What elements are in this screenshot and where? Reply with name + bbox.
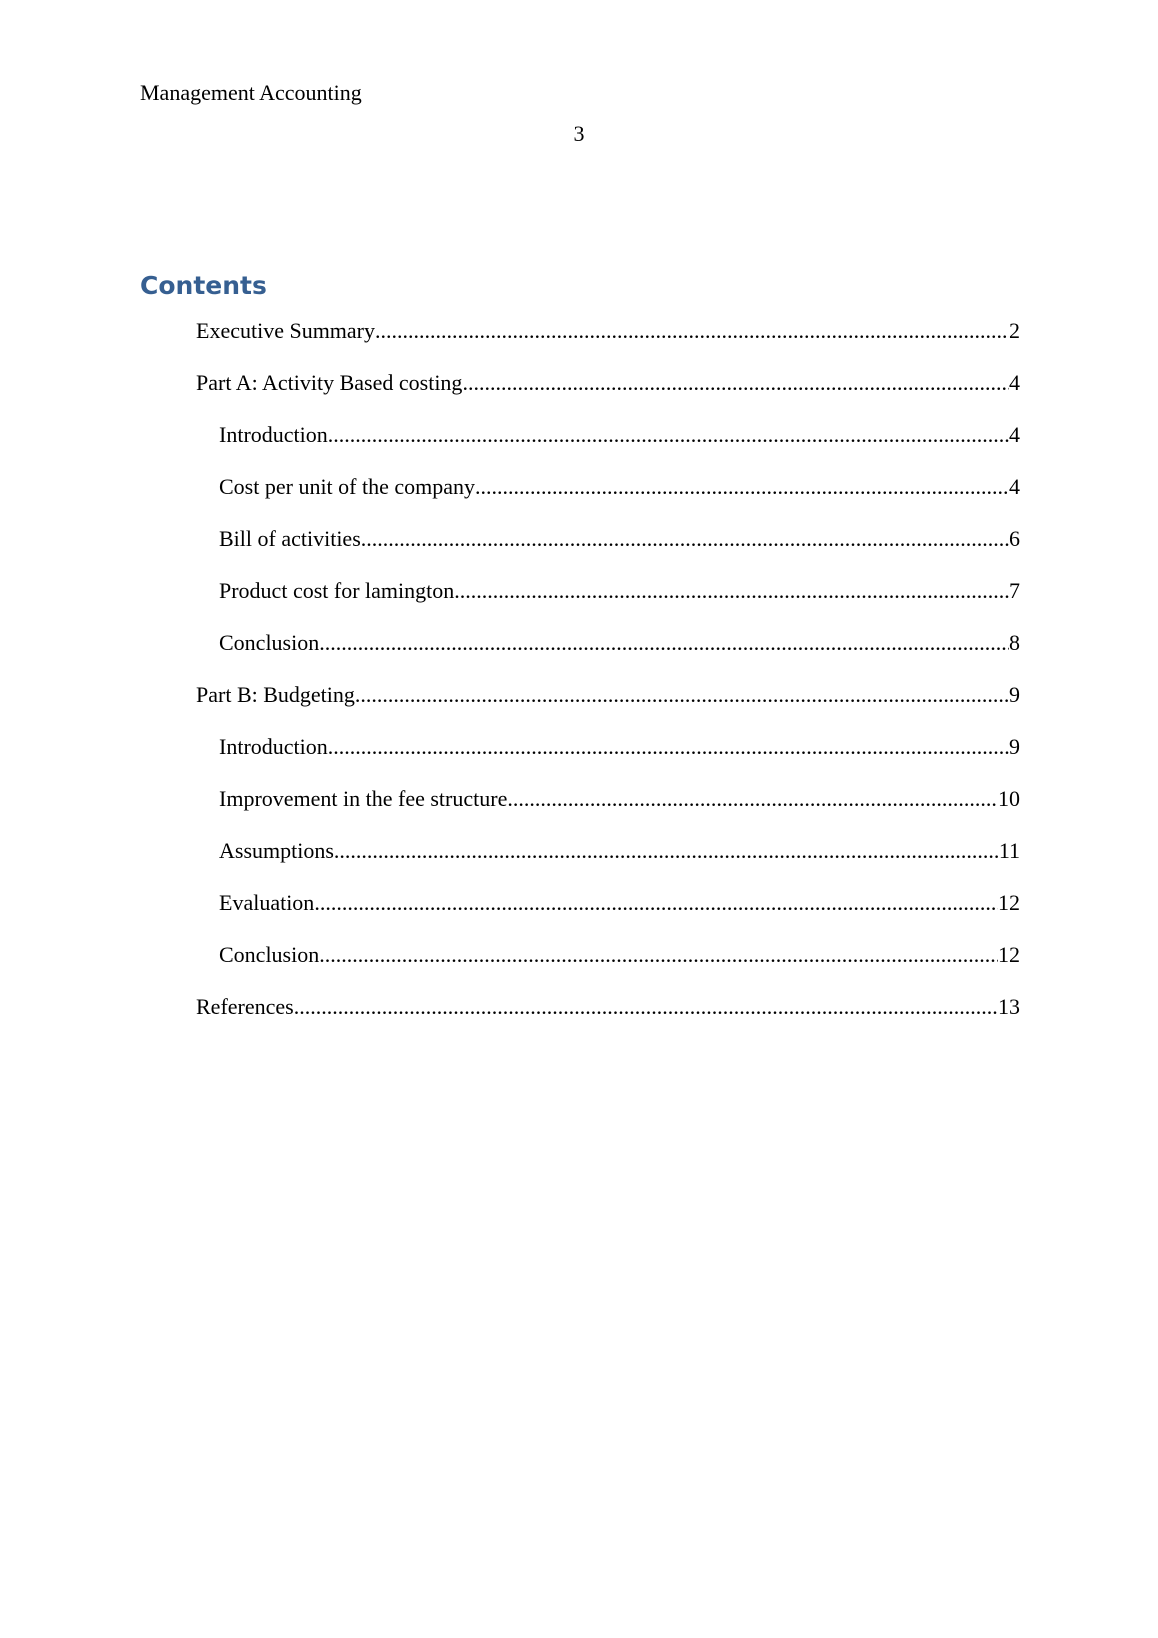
toc-entry-page: 10	[998, 786, 1020, 811]
toc-entry-part-a[interactable]	[0, 370, 1158, 422]
toc-entry-executive-summary[interactable]	[0, 318, 1158, 370]
toc-entry-page: 4	[1009, 370, 1020, 395]
toc-entry-evaluation[interactable]	[0, 890, 1158, 942]
toc-entry-label: Improvement in the fee structure	[219, 786, 508, 811]
toc-dot-leader	[328, 734, 1009, 760]
toc-dot-leader	[319, 942, 998, 968]
toc-entry-part-a-introduction[interactable]	[0, 422, 1158, 474]
toc-entry-page: 8	[1009, 630, 1020, 655]
toc-entry-page: 4	[1009, 474, 1020, 499]
toc-entry-label: Introduction	[219, 734, 328, 759]
toc-entry-page: 9	[1009, 682, 1020, 707]
toc-dot-leader	[355, 682, 1009, 708]
toc-dot-leader	[462, 370, 1009, 396]
toc-dot-leader	[314, 890, 998, 916]
toc-entry-page: 7	[1009, 578, 1020, 603]
toc-dot-leader	[294, 994, 998, 1020]
toc-entry-label: Executive Summary	[196, 318, 376, 343]
toc-entry-page: 6	[1009, 526, 1020, 551]
toc-entry-label: Conclusion	[219, 630, 320, 655]
toc-entry-page: 13	[998, 994, 1020, 1019]
toc-entry-page: 9	[1009, 734, 1020, 759]
toc-entry-label: Introduction	[219, 422, 328, 447]
toc-entry-part-b[interactable]	[0, 682, 1158, 734]
toc-entry-label: Conclusion	[219, 942, 320, 967]
toc-entry-label: References	[196, 994, 294, 1019]
toc-entry-page: 2	[1009, 318, 1020, 343]
toc-entry-label: Product cost for lamington	[219, 578, 455, 603]
toc-dot-leader	[319, 630, 1009, 656]
toc-entry-page: 11	[998, 838, 1020, 863]
toc-entry-product-cost[interactable]	[0, 578, 1158, 630]
page-number: 3	[573, 121, 585, 146]
toc-entry-label: Evaluation	[219, 890, 315, 915]
toc-dot-leader	[475, 474, 1009, 500]
toc-dot-leader	[454, 578, 1009, 604]
toc-entry-label: Part B: Budgeting	[196, 682, 355, 707]
running-header-title: Management Accounting	[140, 80, 362, 105]
toc-entry-fee-structure[interactable]	[0, 786, 1158, 838]
toc-entry-page: 12	[998, 942, 1020, 967]
toc-dot-leader	[334, 838, 999, 864]
table-of-contents	[0, 318, 1158, 1046]
toc-entry-label: Bill of activities	[219, 526, 361, 551]
toc-entry-label: Assumptions	[219, 838, 334, 863]
toc-dot-leader	[361, 526, 1009, 552]
toc-heading: Contents	[140, 271, 267, 300]
toc-entry-bill-of-activities[interactable]	[0, 526, 1158, 578]
toc-entry-page: 4	[1009, 422, 1020, 447]
toc-entry-references[interactable]	[0, 994, 1158, 1046]
toc-entry-part-b-conclusion[interactable]	[0, 942, 1158, 994]
toc-entry-page: 12	[998, 890, 1020, 915]
toc-entry-label: Cost per unit of the company	[219, 474, 476, 499]
toc-dot-leader	[375, 318, 1009, 344]
toc-dot-leader	[328, 422, 1009, 448]
toc-entry-part-a-conclusion[interactable]	[0, 630, 1158, 682]
toc-entry-part-b-introduction[interactable]	[0, 734, 1158, 786]
toc-dot-leader	[507, 786, 998, 812]
toc-entry-assumptions[interactable]	[0, 838, 1158, 890]
toc-entry-cost-per-unit[interactable]	[0, 474, 1158, 526]
toc-entry-label: Part A: Activity Based costing	[196, 370, 463, 395]
